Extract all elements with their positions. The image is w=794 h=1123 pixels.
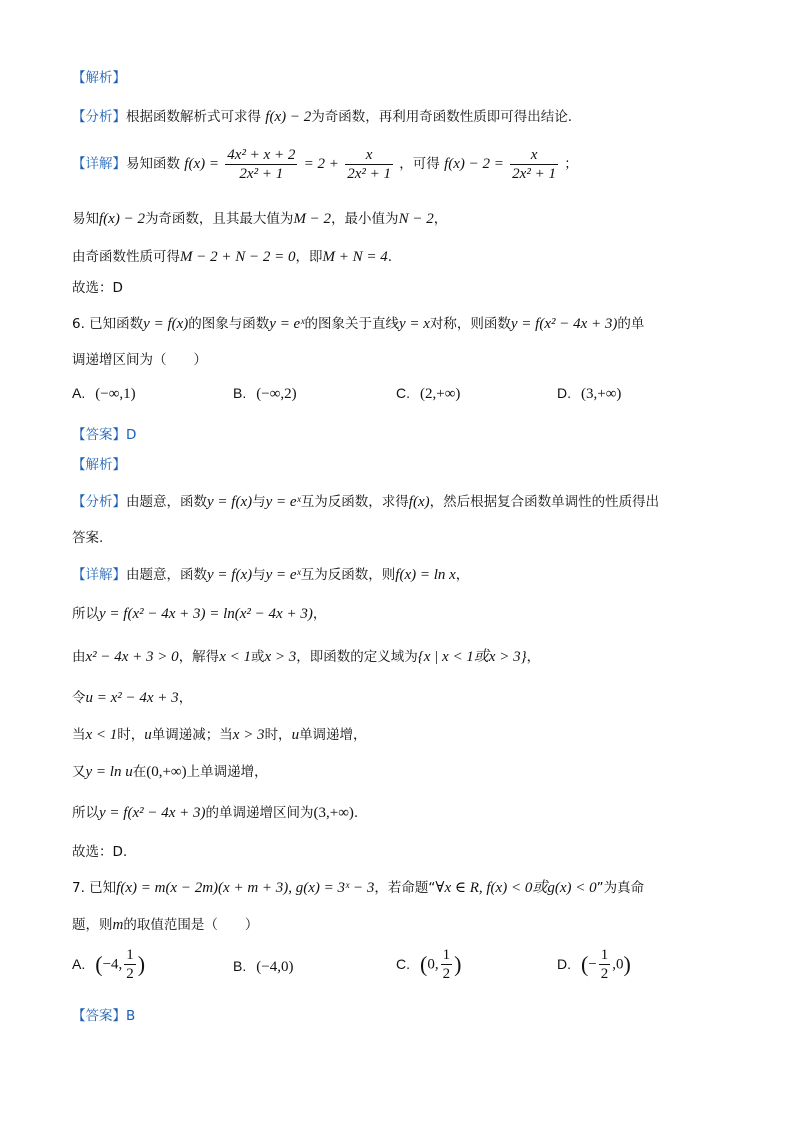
- q7-stem-line2: 题，则m的取值范围是（ ）: [72, 917, 259, 933]
- q7-option-d: D. (− $\frac{1}{2}$ ,0): [557, 947, 631, 982]
- q5-jiexi-heading: [72, 66, 126, 86]
- fraction: $\frac{x}{\text{2x² + 1}}$: [512, 147, 556, 182]
- q6-fenxi-line2: 答案.: [72, 530, 104, 546]
- q5-answer-line: 故选：D: [72, 280, 123, 296]
- q6-line2: 所以y = f(x² − 4x + 3) = ln(x² − 4x + 3)，: [72, 606, 327, 622]
- q6-line4: 令u = x² − 4x + 3，: [72, 690, 193, 706]
- q6-line3: 由x² − 4x + 3 > 0，解得x < 1或x > 3，即函数的定义域为{x | x < 1或x > 3}，: [72, 649, 541, 665]
- q6-line7: 所以y = f(x² − 4x + 3)的单调递增区间为(3,+∞).: [72, 805, 359, 821]
- q6-line6: 又y = ln u在(0,+∞)上单调递增，: [72, 764, 268, 780]
- q7-stem-line1: 7. 已知f(x) = m(x − 2m)(x + m + 3), g(x) = 3ˣ − 3，若命题“∀x ∈ R, f(x) < 0或g(x) < 0”为真命: [72, 880, 645, 896]
- q6-option-d: D. (3,+∞): [557, 385, 622, 402]
- q5-xiangjie-line: 【详解】易知函数 f(x) = $\frac{\text{4x² + x + 2}}{\text{2x² + 1}}$ = 2 + $\frac{x}{\text{2x² + 1}}$ ，可得 f(x) − 2 = $\frac{x}{\text{2x² + 1}}$ ；: [72, 147, 578, 182]
- fenxi-tag: 【分析】: [72, 109, 126, 125]
- fraction: $\frac{1}{2}$: [442, 947, 451, 982]
- q5-line3: 由奇函数性质可得M − 2 + N − 2 = 0，即M + N = 4.: [72, 249, 393, 265]
- jiexi-tag: 【解析】: [72, 70, 126, 86]
- q6-fenxi-line1: 【分析】由题意，函数y = f(x)与y = eˣ互为反函数，求得f(x)，然后根据复合函数单调性的性质得出: [72, 494, 660, 510]
- q7-option-c: C. (0, $\frac{1}{2}$ ): [396, 947, 462, 982]
- q6-option-b: B. (−∞,2): [233, 385, 297, 402]
- q7-answer: 【答案】B: [72, 1008, 136, 1024]
- q6-stem-line2: 调递增区间为（ ）: [72, 352, 207, 368]
- q6-option-c: C. (2,+∞): [396, 385, 461, 402]
- q7-option-a: A. (−4, $\frac{1}{2}$ ): [72, 947, 146, 982]
- q5-line2: 易知f(x) − 2为奇函数，且其最大值为M − 2，最小值为N − 2，: [72, 211, 448, 227]
- q6-stem-line1: 6. 已知函数y = f(x)的图象与函数y = eˣ的图象关于直线y = x对称，则函数y = f(x² − 4x + 3)的单: [72, 316, 645, 332]
- fraction: $\frac{x}{\text{2x² + 1}}$: [347, 147, 391, 182]
- q7-option-b: B. (−4,0): [233, 958, 294, 975]
- xiangjie-tag: 【详解】: [72, 156, 126, 172]
- q6-line5: 当x < 1时，u单调递减；当x > 3时，u单调递增，: [72, 727, 367, 743]
- fraction: $\frac{1}{2}$: [600, 947, 609, 982]
- q6-option-a: A. (−∞,1): [72, 385, 136, 402]
- q5-fenxi-line: 【分析】根据函数解析式可求得 f(x) − 2为奇函数，再利用奇函数性质即可得出结论.: [72, 109, 573, 125]
- q6-jiexi-heading: 【解析】: [72, 457, 126, 473]
- fraction: $\frac{\text{4x² + x + 2}}{\text{2x² + 1}}$: [227, 147, 296, 182]
- q6-answer: 【答案】D: [72, 427, 137, 443]
- q6-answer-line: 故选：D.: [72, 844, 128, 860]
- q6-xiangjie-line: 【详解】由题意，函数y = f(x)与y = eˣ互为反函数，则f(x) = ln x，: [72, 567, 470, 583]
- fraction: $\frac{1}{2}$: [126, 947, 134, 982]
